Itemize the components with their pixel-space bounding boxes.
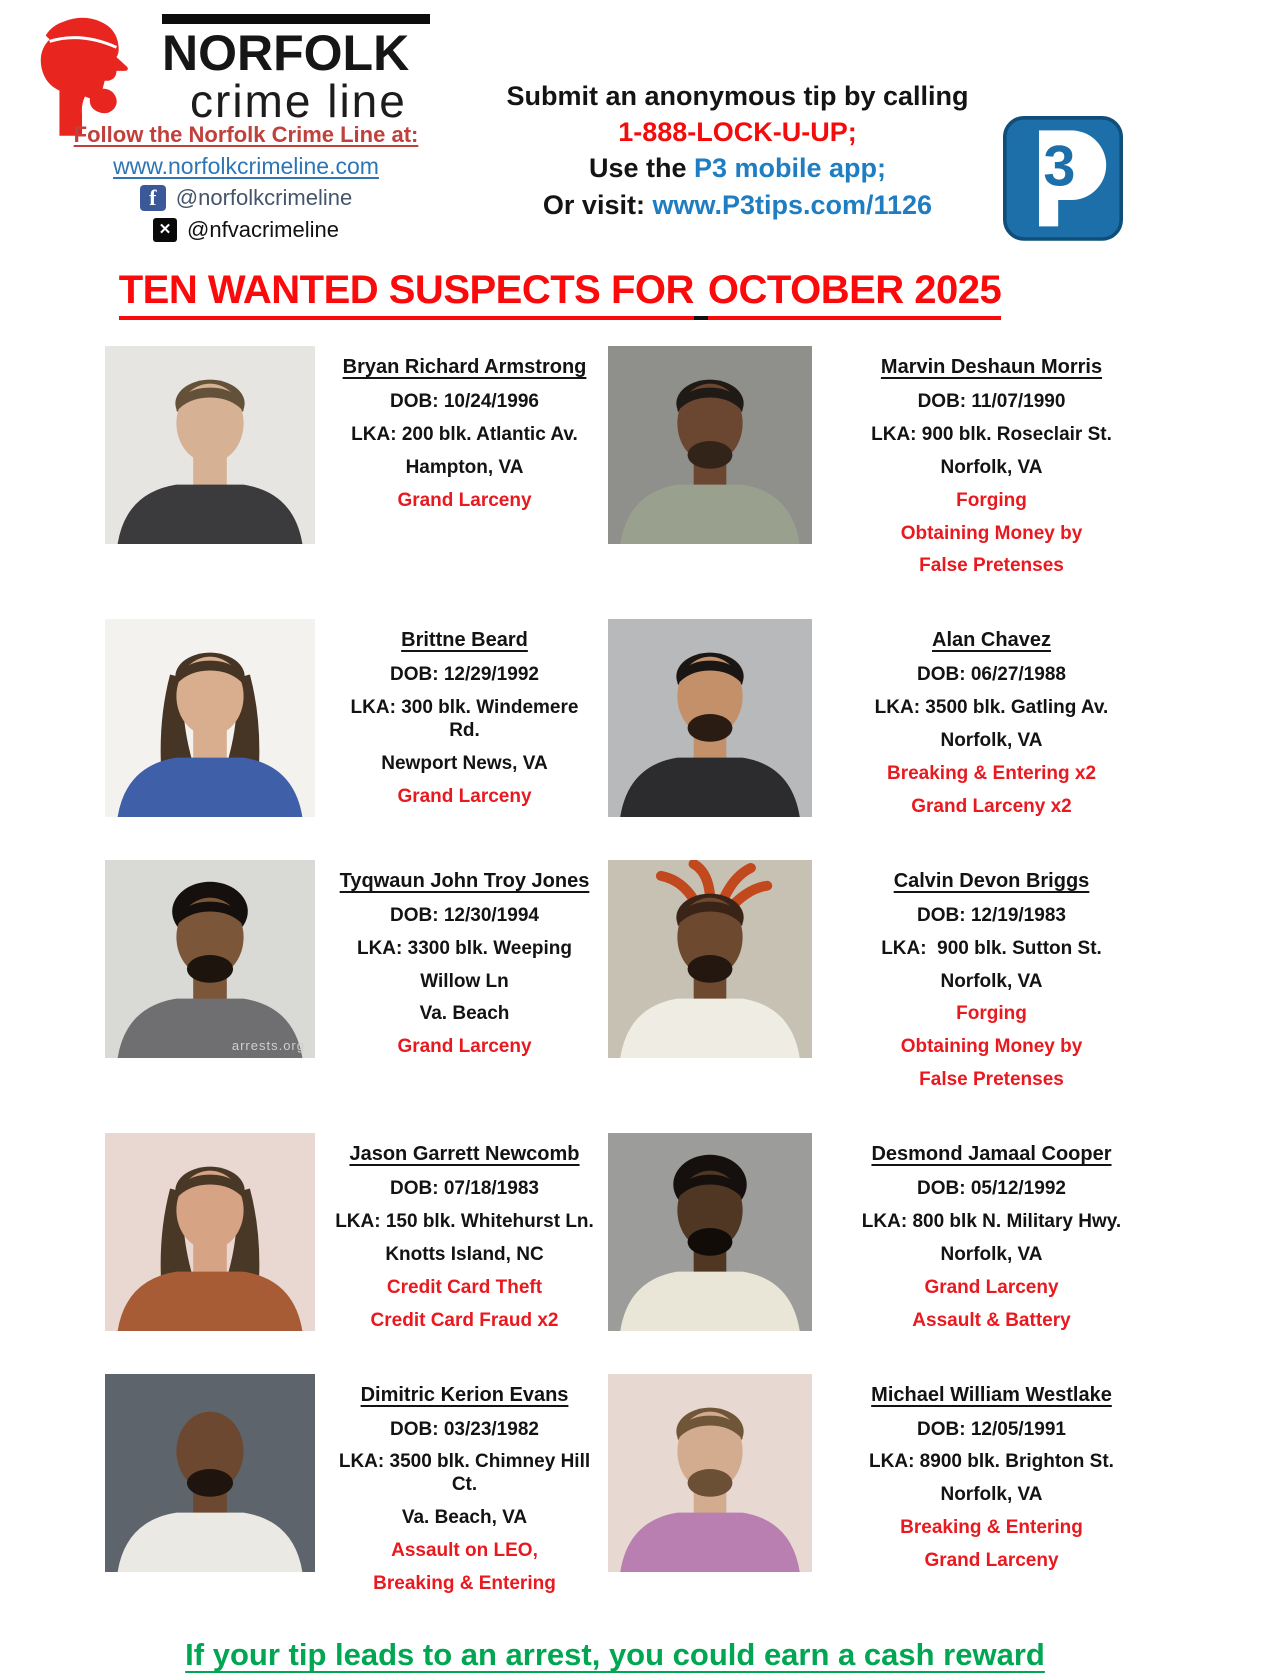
suspect-card — [608, 346, 1165, 589]
norfolk-crime-line-logo — [26, 6, 430, 134]
suspect-detail: LKA: 3500 blk. Gatling Av. — [874, 697, 1109, 719]
arrests-watermark: arrests.org — [231, 1037, 305, 1053]
suspect-card — [105, 860, 608, 1103]
suspect-detail: Newport News, VA — [381, 753, 548, 775]
facebook-icon: f — [140, 185, 166, 211]
x-handle: @nfvacrimeline — [187, 217, 339, 242]
suspect-detail: Norfolk, VA — [940, 1243, 1043, 1265]
suspect-detail: LKA: 800 blk N. Military Hwy. — [861, 1211, 1122, 1233]
p3-site-link[interactable]: www.P3tips.com/1126 — [652, 189, 933, 220]
mugshot-photo — [608, 346, 812, 544]
suspect-info — [315, 346, 608, 589]
suspect-detail: Va. Beach — [419, 1003, 510, 1025]
suspect-info — [315, 619, 608, 829]
suspect-detail: DOB: 07/18/1983 — [390, 1178, 539, 1200]
suspect-detail: LKA: 3300 blk. Weeping — [356, 937, 573, 959]
tip-line-1: Submit an anonymous tip by calling — [506, 81, 969, 111]
mugshot-photo — [608, 860, 812, 1058]
suspect-crime: Assault & Battery — [912, 1309, 1071, 1331]
suspect-name: Dimitric Kerion Evans — [360, 1383, 569, 1406]
suspect-crime: Breaking & Entering — [373, 1573, 556, 1595]
p3-logo-icon — [1003, 116, 1123, 244]
page-title — [0, 268, 1120, 320]
suspect-detail: LKA: 900 blk. Roseclair St. — [871, 423, 1112, 445]
suspect-detail: DOB: 11/07/1990 — [917, 391, 1066, 412]
suspect-crime: Grand Larceny — [924, 1276, 1059, 1298]
mugshot-photo — [105, 1133, 315, 1331]
suspect-card — [105, 1374, 608, 1607]
suspect-name: Marvin Deshaun Morris — [880, 356, 1103, 378]
suspect-crime: Grand Larceny x2 — [911, 795, 1072, 817]
suspect-detail: LKA: 3500 blk. Chimney Hill — [338, 1451, 591, 1473]
follow-block — [18, 122, 474, 243]
suspect-row — [105, 1133, 1275, 1343]
suspect-detail: Va. Beach, VA — [401, 1507, 528, 1529]
svg-text:3: 3 — [1043, 134, 1076, 199]
mugshot-photo — [608, 1374, 812, 1572]
suspect-detail: LKA: 200 blk. Atlantic Av. — [351, 423, 578, 445]
suspect-card — [608, 619, 1165, 829]
suspect-detail: Knotts Island, NC — [385, 1243, 544, 1265]
suspect-crime: Obtaining Money by — [900, 1036, 1083, 1058]
suspect-name: Jason Garrett Newcomb — [349, 1143, 580, 1166]
suspect-detail: Ct. — [451, 1474, 478, 1496]
facebook-handle: @norfolkcrimeline — [175, 185, 353, 210]
suspect-crime: Forging — [956, 489, 1027, 511]
tip-phone-number: 1-888-LOCK-U-UP; — [618, 117, 857, 148]
mugshot-photo — [105, 1374, 315, 1572]
suspect-crime: Grand Larceny — [397, 489, 532, 511]
poster-header — [0, 0, 1275, 256]
suspect-detail: DOB: 06/27/1988 — [917, 664, 1066, 686]
suspect-crime: Grand Larceny — [397, 1036, 532, 1058]
mugshot-photo — [105, 860, 315, 1058]
suspect-info — [812, 1133, 1165, 1343]
suspect-card — [608, 1374, 1165, 1607]
sherlock-detective-icon — [26, 6, 144, 134]
suspect-crime: Breaking & Entering x2 — [886, 763, 1097, 785]
reward-text: If your tip leads to an arrest, you could earn a cash reward — [185, 1636, 1045, 1672]
suspect-detail: Hampton, VA — [405, 456, 524, 478]
tip-instructions — [450, 78, 1025, 223]
suspect-detail: Norfolk, VA — [940, 970, 1043, 992]
brand-wordmark — [146, 6, 430, 134]
mugshot-photo — [105, 346, 315, 544]
suspect-info — [315, 860, 608, 1103]
suspect-row — [105, 860, 1275, 1103]
suspect-row — [105, 1374, 1275, 1607]
suspect-name: Alan Chavez — [932, 629, 1051, 652]
brand-subname: crime line — [190, 74, 407, 127]
suspect-detail: DOB: 03/23/1982 — [390, 1418, 539, 1440]
suspect-detail: LKA: 8900 blk. Brighton St. — [869, 1451, 1114, 1473]
suspect-detail: LKA: 150 blk. Whitehurst Ln. — [335, 1211, 594, 1233]
mugshot-photo — [105, 619, 315, 817]
suspect-crime: Credit Card Fraud x2 — [370, 1309, 559, 1331]
suspect-card — [608, 1133, 1165, 1343]
suspects-grid — [0, 346, 1275, 1607]
suspect-info — [315, 1133, 608, 1343]
suspect-name: Calvin Devon Briggs — [893, 869, 1090, 892]
title-part-2: OCTOBER 2025 — [708, 268, 1001, 320]
suspect-card — [105, 1133, 608, 1343]
suspect-card — [105, 346, 608, 589]
suspect-detail: Willow Ln — [420, 970, 509, 992]
suspect-name: Tyqwaun John Troy Jones — [339, 869, 590, 892]
suspect-detail: DOB: 10/24/1996 — [390, 391, 539, 412]
title-part-1: TEN WANTED SUSPECTS FOR — [119, 268, 694, 320]
suspect-name: Brittne Beard — [401, 629, 528, 652]
suspect-card — [608, 860, 1165, 1103]
suspect-detail: Norfolk, VA — [940, 456, 1043, 478]
suspect-detail: LKA: 300 blk. Windemere — [350, 697, 579, 719]
title-underline-gap — [694, 268, 708, 320]
reward-banner — [0, 1637, 1230, 1673]
suspect-crime: Credit Card Theft — [386, 1276, 543, 1298]
suspect-name: Michael William Westlake — [871, 1383, 1112, 1406]
suspect-name: Desmond Jamaal Cooper — [871, 1143, 1112, 1166]
mugshot-photo — [608, 1133, 812, 1331]
tip-line-4: Or visit: www.P3tips.com/1126 — [542, 189, 933, 220]
website-link[interactable]: www.norfolkcrimeline.com — [113, 153, 379, 179]
suspect-name: Bryan Richard Armstrong — [342, 356, 587, 378]
suspect-crime: False Pretenses — [919, 1069, 1064, 1091]
suspect-crime: Grand Larceny — [397, 785, 532, 807]
suspect-detail: DOB: 12/19/1983 — [917, 904, 1066, 926]
brand-name: NORFOLK — [162, 25, 410, 81]
suspect-detail: LKA: 900 blk. Sutton St. — [881, 937, 1102, 959]
suspect-detail: DOB: 12/29/1992 — [390, 664, 539, 686]
suspect-crime: Assault on LEO, — [391, 1540, 538, 1562]
suspect-card — [105, 619, 608, 829]
suspect-detail: Norfolk, VA — [940, 730, 1043, 752]
suspect-info — [315, 1374, 608, 1607]
suspect-detail: DOB: 05/12/1992 — [917, 1178, 1066, 1200]
suspect-info — [812, 619, 1165, 829]
suspect-row — [105, 346, 1275, 589]
suspect-crime: Obtaining Money by — [900, 522, 1083, 544]
mugshot-photo — [608, 619, 812, 817]
suspect-crime: Grand Larceny — [924, 1550, 1059, 1572]
suspect-info — [812, 860, 1165, 1103]
x-twitter-icon: ✕ — [153, 218, 177, 242]
suspect-crime: False Pretenses — [919, 555, 1064, 577]
suspect-crime: Forging — [956, 1003, 1027, 1025]
suspect-detail: Rd. — [449, 720, 480, 742]
follow-label: Follow the Norfolk Crime Line at: — [73, 122, 419, 147]
suspect-detail: DOB: 12/30/1994 — [390, 904, 539, 926]
suspect-detail: DOB: 12/05/1991 — [917, 1418, 1066, 1440]
suspect-crime: Breaking & Entering — [900, 1517, 1083, 1539]
suspect-info — [812, 346, 1165, 589]
p3-app-link[interactable]: P3 mobile app; — [694, 153, 887, 184]
suspect-detail: Norfolk, VA — [940, 1484, 1043, 1506]
brand-top-bar — [162, 14, 430, 24]
suspect-info — [812, 1374, 1165, 1607]
suspect-row — [105, 619, 1275, 829]
tip-line-3: Use the P3 mobile app; — [588, 153, 887, 184]
